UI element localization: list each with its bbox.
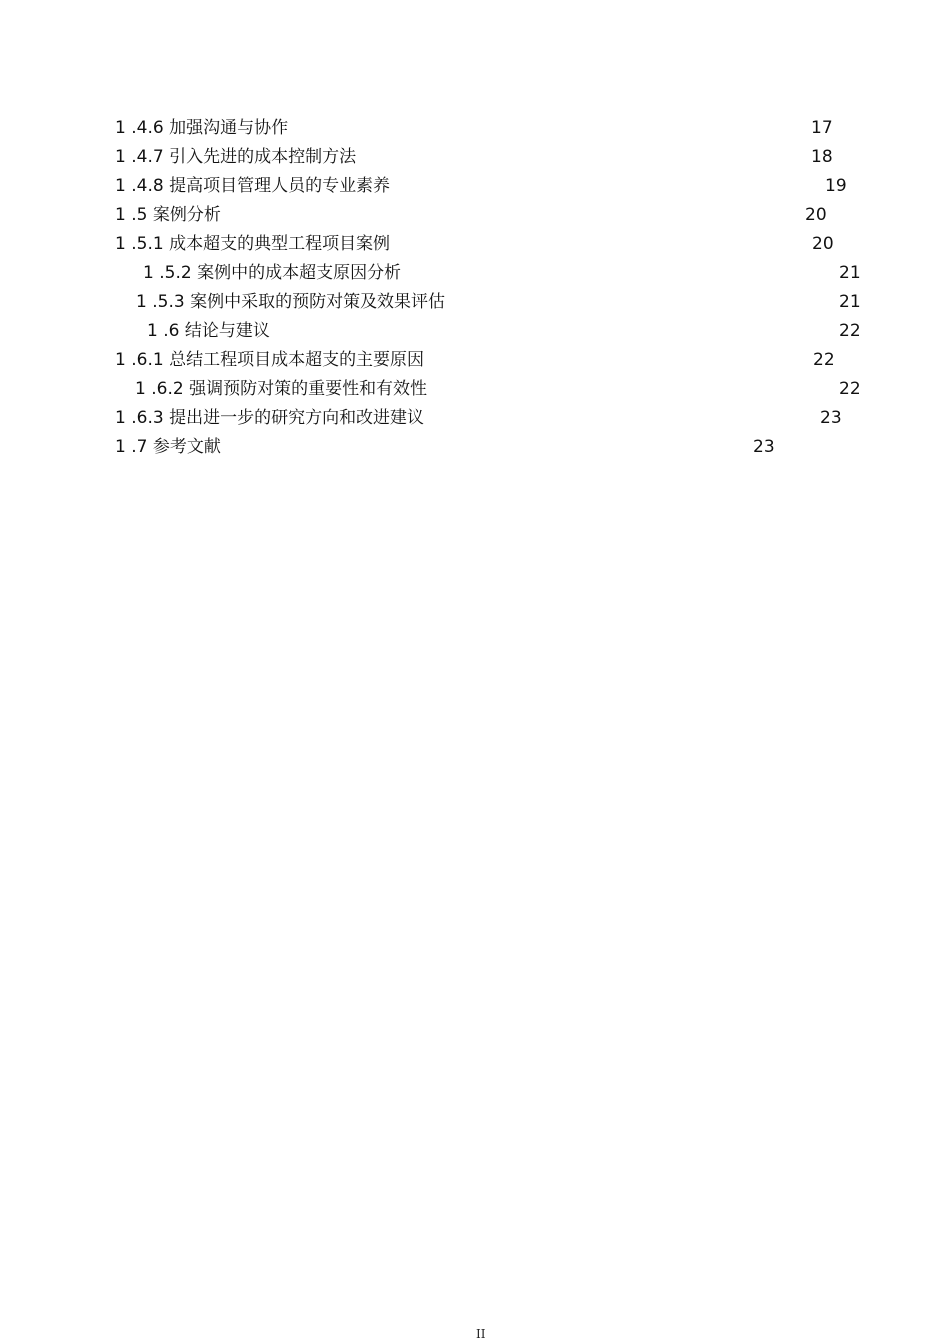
toc-entry-title: 1 .4.6 加强沟通与协作 (115, 118, 289, 138)
toc-entry[interactable] (0, 145, 950, 169)
toc-entry-title: 1 .4.8 提高项目管理人员的专业素养 (115, 176, 391, 196)
toc-entry-page: 22 (813, 350, 835, 370)
toc-entry[interactable] (0, 232, 950, 256)
toc-entry-page: 17 (811, 118, 833, 138)
toc-entry-title: 1 .6.1 总结工程项目成本超支的主要原因 (115, 350, 425, 370)
toc-entry-title: 1 .4.7 引入先进的成本控制方法 (115, 147, 357, 167)
toc-entry-page: 21 (839, 292, 861, 312)
toc-entry[interactable] (0, 203, 950, 227)
toc-entry-page: 22 (839, 379, 861, 399)
toc-entry[interactable] (0, 319, 950, 343)
toc-entry[interactable] (0, 261, 950, 285)
toc-entry-title: 1 .5 案例分析 (115, 205, 221, 225)
toc-entry-page: 19 (825, 176, 847, 196)
toc-entry[interactable] (0, 435, 950, 459)
toc-entry-title: 1 .5.1 成本超支的典型工程项目案例 (115, 234, 391, 254)
toc-entry-title: 1 .5.3 案例中采取的预防对策及效果评估 (136, 292, 446, 312)
toc-entry[interactable] (0, 348, 950, 372)
toc-entry-title: 1 .5.2 案例中的成本超支原因分析 (143, 263, 402, 283)
toc-entry-page: 23 (820, 408, 842, 428)
toc-entry[interactable] (0, 290, 950, 314)
toc-entry-page: 23 (753, 437, 775, 457)
toc-entry-title: 1 .6 结论与建议 (147, 321, 270, 341)
table-of-contents (0, 0, 950, 480)
toc-entry[interactable] (0, 406, 950, 430)
toc-entry-page: 21 (839, 263, 861, 283)
toc-entry-title: 1 .6.3 提出进一步的研究方向和改进建议 (115, 408, 425, 428)
toc-entry-page: 18 (811, 147, 833, 167)
toc-entry-title: 1 .7 参考文献 (115, 437, 221, 457)
toc-entry-title: 1 .6.2 强调预防对策的重要性和有效性 (135, 379, 428, 399)
toc-entry[interactable] (0, 116, 950, 140)
toc-entry[interactable] (0, 174, 950, 198)
toc-entry-page: 20 (805, 205, 827, 225)
toc-entry[interactable] (0, 377, 950, 401)
toc-entry-page: 20 (812, 234, 834, 254)
toc-entry-page: 22 (839, 321, 861, 341)
page-number-footer: II (476, 1327, 486, 1341)
